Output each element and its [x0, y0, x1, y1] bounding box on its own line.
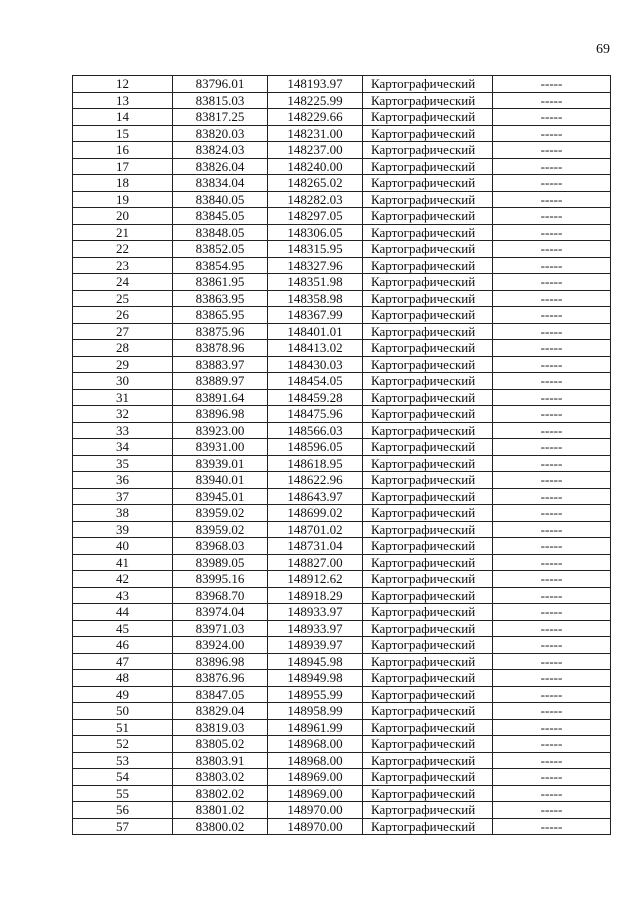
point-number-cell: 57 — [73, 818, 173, 835]
x-coordinate-cell: 83802.02 — [173, 785, 268, 802]
method-cell: Картографический — [363, 686, 493, 703]
method-cell: Картографический — [363, 241, 493, 258]
point-number-cell: 48 — [73, 670, 173, 687]
y-coordinate-cell: 148327.96 — [268, 257, 363, 274]
method-cell: Картографический — [363, 290, 493, 307]
x-coordinate-cell: 83968.70 — [173, 587, 268, 604]
error-cell: ----- — [493, 290, 611, 307]
error-cell: ----- — [493, 653, 611, 670]
x-coordinate-cell: 83805.02 — [173, 736, 268, 753]
table-row — [73, 604, 611, 621]
error-cell: ----- — [493, 125, 611, 142]
table-row — [73, 521, 611, 538]
method-cell: Картографический — [363, 356, 493, 373]
y-coordinate-cell: 148827.00 — [268, 554, 363, 571]
point-number-cell: 50 — [73, 703, 173, 720]
table-row — [73, 769, 611, 786]
x-coordinate-cell: 83854.95 — [173, 257, 268, 274]
y-coordinate-cell: 148945.98 — [268, 653, 363, 670]
y-coordinate-cell: 148970.00 — [268, 818, 363, 835]
point-number-cell: 15 — [73, 125, 173, 142]
method-cell: Картографический — [363, 406, 493, 423]
point-number-cell: 44 — [73, 604, 173, 621]
point-number-cell: 41 — [73, 554, 173, 571]
method-cell: Картографический — [363, 472, 493, 489]
point-number-cell: 13 — [73, 92, 173, 109]
method-cell: Картографический — [363, 340, 493, 357]
method-cell: Картографический — [363, 620, 493, 637]
error-cell: ----- — [493, 142, 611, 159]
point-number-cell: 14 — [73, 109, 173, 126]
table-row — [73, 455, 611, 472]
y-coordinate-cell: 148969.00 — [268, 785, 363, 802]
point-number-cell: 38 — [73, 505, 173, 522]
y-coordinate-cell: 148596.05 — [268, 439, 363, 456]
error-cell: ----- — [493, 802, 611, 819]
error-cell: ----- — [493, 571, 611, 588]
error-cell: ----- — [493, 587, 611, 604]
error-cell: ----- — [493, 340, 611, 357]
x-coordinate-cell: 83796.01 — [173, 76, 268, 93]
method-cell: Картографический — [363, 752, 493, 769]
method-cell: Картографический — [363, 818, 493, 835]
method-cell: Картографический — [363, 719, 493, 736]
point-number-cell: 32 — [73, 406, 173, 423]
table-row — [73, 109, 611, 126]
table-row — [73, 670, 611, 687]
method-cell: Картографический — [363, 92, 493, 109]
method-cell: Картографический — [363, 307, 493, 324]
method-cell: Картографический — [363, 191, 493, 208]
error-cell: ----- — [493, 521, 611, 538]
point-number-cell: 54 — [73, 769, 173, 786]
method-cell: Картографический — [363, 587, 493, 604]
y-coordinate-cell: 148933.97 — [268, 604, 363, 621]
point-number-cell: 45 — [73, 620, 173, 637]
point-number-cell: 53 — [73, 752, 173, 769]
point-number-cell: 18 — [73, 175, 173, 192]
method-cell: Картографический — [363, 323, 493, 340]
error-cell: ----- — [493, 274, 611, 291]
error-cell: ----- — [493, 158, 611, 175]
y-coordinate-cell: 148231.00 — [268, 125, 363, 142]
method-cell: Картографический — [363, 142, 493, 159]
method-cell: Картографический — [363, 703, 493, 720]
method-cell: Картографический — [363, 175, 493, 192]
point-number-cell: 29 — [73, 356, 173, 373]
error-cell: ----- — [493, 769, 611, 786]
method-cell: Картографический — [363, 488, 493, 505]
point-number-cell: 27 — [73, 323, 173, 340]
method-cell: Картографический — [363, 604, 493, 621]
x-coordinate-cell: 83896.98 — [173, 406, 268, 423]
x-coordinate-cell: 83876.96 — [173, 670, 268, 687]
error-cell: ----- — [493, 109, 611, 126]
point-number-cell: 16 — [73, 142, 173, 159]
x-coordinate-cell: 83819.03 — [173, 719, 268, 736]
error-cell: ----- — [493, 488, 611, 505]
error-cell: ----- — [493, 439, 611, 456]
error-cell: ----- — [493, 191, 611, 208]
table-row — [73, 373, 611, 390]
y-coordinate-cell: 148297.05 — [268, 208, 363, 225]
y-coordinate-cell: 148351.98 — [268, 274, 363, 291]
x-coordinate-cell: 83865.95 — [173, 307, 268, 324]
table-row — [73, 587, 611, 604]
coordinates-table — [72, 75, 611, 835]
error-cell: ----- — [493, 637, 611, 654]
x-coordinate-cell: 83945.01 — [173, 488, 268, 505]
table-row — [73, 307, 611, 324]
point-number-cell: 47 — [73, 653, 173, 670]
y-coordinate-cell: 148367.99 — [268, 307, 363, 324]
error-cell: ----- — [493, 307, 611, 324]
error-cell: ----- — [493, 620, 611, 637]
point-number-cell: 25 — [73, 290, 173, 307]
table-row — [73, 686, 611, 703]
method-cell: Картографический — [363, 158, 493, 175]
method-cell: Картографический — [363, 422, 493, 439]
error-cell: ----- — [493, 241, 611, 258]
page-number: 69 — [596, 42, 610, 57]
point-number-cell: 49 — [73, 686, 173, 703]
x-coordinate-cell: 83861.95 — [173, 274, 268, 291]
method-cell: Картографический — [363, 125, 493, 142]
error-cell: ----- — [493, 175, 611, 192]
y-coordinate-cell: 148969.00 — [268, 769, 363, 786]
method-cell: Картографический — [363, 538, 493, 555]
error-cell: ----- — [493, 323, 611, 340]
table-row — [73, 802, 611, 819]
x-coordinate-cell: 83939.01 — [173, 455, 268, 472]
method-cell: Картографический — [363, 76, 493, 93]
table-row — [73, 719, 611, 736]
y-coordinate-cell: 148699.02 — [268, 505, 363, 522]
y-coordinate-cell: 148731.04 — [268, 538, 363, 555]
error-cell: ----- — [493, 604, 611, 621]
error-cell: ----- — [493, 472, 611, 489]
x-coordinate-cell: 83817.25 — [173, 109, 268, 126]
error-cell: ----- — [493, 422, 611, 439]
error-cell: ----- — [493, 406, 611, 423]
y-coordinate-cell: 148955.99 — [268, 686, 363, 703]
method-cell: Картографический — [363, 769, 493, 786]
table-row — [73, 191, 611, 208]
x-coordinate-cell: 83889.97 — [173, 373, 268, 390]
x-coordinate-cell: 83852.05 — [173, 241, 268, 258]
table-row — [73, 356, 611, 373]
error-cell: ----- — [493, 752, 611, 769]
x-coordinate-cell: 83863.95 — [173, 290, 268, 307]
error-cell: ----- — [493, 538, 611, 555]
table-row — [73, 175, 611, 192]
error-cell: ----- — [493, 736, 611, 753]
error-cell: ----- — [493, 670, 611, 687]
x-coordinate-cell: 83840.05 — [173, 191, 268, 208]
y-coordinate-cell: 148939.97 — [268, 637, 363, 654]
method-cell: Картографический — [363, 571, 493, 588]
x-coordinate-cell: 83995.16 — [173, 571, 268, 588]
point-number-cell: 42 — [73, 571, 173, 588]
x-coordinate-cell: 83940.01 — [173, 472, 268, 489]
table-row — [73, 488, 611, 505]
method-cell: Картографический — [363, 389, 493, 406]
table-row — [73, 571, 611, 588]
method-cell: Картографический — [363, 785, 493, 802]
error-cell: ----- — [493, 686, 611, 703]
table-row — [73, 818, 611, 835]
error-cell: ----- — [493, 224, 611, 241]
y-coordinate-cell: 148282.03 — [268, 191, 363, 208]
x-coordinate-cell: 83824.03 — [173, 142, 268, 159]
error-cell: ----- — [493, 703, 611, 720]
table-row — [73, 158, 611, 175]
error-cell: ----- — [493, 818, 611, 835]
table-row — [73, 340, 611, 357]
method-cell: Картографический — [363, 670, 493, 687]
error-cell: ----- — [493, 373, 611, 390]
y-coordinate-cell: 148958.99 — [268, 703, 363, 720]
point-number-cell: 39 — [73, 521, 173, 538]
point-number-cell: 12 — [73, 76, 173, 93]
error-cell: ----- — [493, 356, 611, 373]
x-coordinate-cell: 83968.03 — [173, 538, 268, 555]
error-cell: ----- — [493, 785, 611, 802]
point-number-cell: 46 — [73, 637, 173, 654]
y-coordinate-cell: 148622.96 — [268, 472, 363, 489]
y-coordinate-cell: 148225.99 — [268, 92, 363, 109]
table-row — [73, 637, 611, 654]
point-number-cell: 22 — [73, 241, 173, 258]
y-coordinate-cell: 148237.00 — [268, 142, 363, 159]
x-coordinate-cell: 83896.98 — [173, 653, 268, 670]
table-row — [73, 703, 611, 720]
y-coordinate-cell: 148193.97 — [268, 76, 363, 93]
x-coordinate-cell: 83801.02 — [173, 802, 268, 819]
table-row — [73, 439, 611, 456]
table-row — [73, 274, 611, 291]
method-cell: Картографический — [363, 637, 493, 654]
point-number-cell: 28 — [73, 340, 173, 357]
point-number-cell: 52 — [73, 736, 173, 753]
error-cell: ----- — [493, 455, 611, 472]
x-coordinate-cell: 83834.04 — [173, 175, 268, 192]
x-coordinate-cell: 83803.91 — [173, 752, 268, 769]
x-coordinate-cell: 83875.96 — [173, 323, 268, 340]
x-coordinate-cell: 83923.00 — [173, 422, 268, 439]
x-coordinate-cell: 83959.02 — [173, 521, 268, 538]
point-number-cell: 55 — [73, 785, 173, 802]
y-coordinate-cell: 148970.00 — [268, 802, 363, 819]
table-row — [73, 92, 611, 109]
y-coordinate-cell: 148475.96 — [268, 406, 363, 423]
table-row — [73, 653, 611, 670]
x-coordinate-cell: 83931.00 — [173, 439, 268, 456]
method-cell: Картографический — [363, 109, 493, 126]
x-coordinate-cell: 83826.04 — [173, 158, 268, 175]
y-coordinate-cell: 148413.02 — [268, 340, 363, 357]
method-cell: Картографический — [363, 554, 493, 571]
table-row — [73, 406, 611, 423]
y-coordinate-cell: 148315.95 — [268, 241, 363, 258]
coordinates-table-body — [73, 76, 611, 835]
point-number-cell: 36 — [73, 472, 173, 489]
table-row — [73, 620, 611, 637]
x-coordinate-cell: 83845.05 — [173, 208, 268, 225]
y-coordinate-cell: 148968.00 — [268, 736, 363, 753]
table-row — [73, 389, 611, 406]
y-coordinate-cell: 148618.95 — [268, 455, 363, 472]
method-cell: Картографический — [363, 274, 493, 291]
y-coordinate-cell: 148643.97 — [268, 488, 363, 505]
x-coordinate-cell: 83800.02 — [173, 818, 268, 835]
table-row — [73, 125, 611, 142]
error-cell: ----- — [493, 92, 611, 109]
table-row — [73, 554, 611, 571]
point-number-cell: 34 — [73, 439, 173, 456]
error-cell: ----- — [493, 554, 611, 571]
point-number-cell: 31 — [73, 389, 173, 406]
y-coordinate-cell: 148306.05 — [268, 224, 363, 241]
x-coordinate-cell: 83848.05 — [173, 224, 268, 241]
point-number-cell: 19 — [73, 191, 173, 208]
y-coordinate-cell: 148968.00 — [268, 752, 363, 769]
error-cell: ----- — [493, 719, 611, 736]
table-row — [73, 142, 611, 159]
point-number-cell: 24 — [73, 274, 173, 291]
x-coordinate-cell: 83803.02 — [173, 769, 268, 786]
y-coordinate-cell: 148229.66 — [268, 109, 363, 126]
y-coordinate-cell: 148912.62 — [268, 571, 363, 588]
table-row — [73, 257, 611, 274]
x-coordinate-cell: 83959.02 — [173, 505, 268, 522]
point-number-cell: 40 — [73, 538, 173, 555]
error-cell: ----- — [493, 257, 611, 274]
table-row — [73, 472, 611, 489]
x-coordinate-cell: 83815.03 — [173, 92, 268, 109]
y-coordinate-cell: 148430.03 — [268, 356, 363, 373]
y-coordinate-cell: 148949.98 — [268, 670, 363, 687]
table-row — [73, 505, 611, 522]
y-coordinate-cell: 148566.03 — [268, 422, 363, 439]
x-coordinate-cell: 83974.04 — [173, 604, 268, 621]
table-row — [73, 752, 611, 769]
table-row — [73, 785, 611, 802]
point-number-cell: 21 — [73, 224, 173, 241]
y-coordinate-cell: 148454.05 — [268, 373, 363, 390]
point-number-cell: 43 — [73, 587, 173, 604]
method-cell: Картографический — [363, 521, 493, 538]
table-row — [73, 422, 611, 439]
x-coordinate-cell: 83878.96 — [173, 340, 268, 357]
table-row — [73, 538, 611, 555]
method-cell: Картографический — [363, 257, 493, 274]
method-cell: Картографический — [363, 455, 493, 472]
table-row — [73, 736, 611, 753]
table-row — [73, 208, 611, 225]
method-cell: Картографический — [363, 224, 493, 241]
x-coordinate-cell: 83989.05 — [173, 554, 268, 571]
x-coordinate-cell: 83847.05 — [173, 686, 268, 703]
x-coordinate-cell: 83924.00 — [173, 637, 268, 654]
point-number-cell: 56 — [73, 802, 173, 819]
error-cell: ----- — [493, 505, 611, 522]
y-coordinate-cell: 148401.01 — [268, 323, 363, 340]
y-coordinate-cell: 148933.97 — [268, 620, 363, 637]
point-number-cell: 33 — [73, 422, 173, 439]
x-coordinate-cell: 83883.97 — [173, 356, 268, 373]
x-coordinate-cell: 83891.64 — [173, 389, 268, 406]
method-cell: Картографический — [363, 802, 493, 819]
y-coordinate-cell: 148701.02 — [268, 521, 363, 538]
point-number-cell: 35 — [73, 455, 173, 472]
table-row — [73, 323, 611, 340]
point-number-cell: 23 — [73, 257, 173, 274]
point-number-cell: 30 — [73, 373, 173, 390]
point-number-cell: 17 — [73, 158, 173, 175]
table-row — [73, 76, 611, 93]
point-number-cell: 26 — [73, 307, 173, 324]
method-cell: Картографический — [363, 505, 493, 522]
x-coordinate-cell: 83971.03 — [173, 620, 268, 637]
table-row — [73, 241, 611, 258]
y-coordinate-cell: 148240.00 — [268, 158, 363, 175]
error-cell: ----- — [493, 76, 611, 93]
y-coordinate-cell: 148961.99 — [268, 719, 363, 736]
method-cell: Картографический — [363, 653, 493, 670]
method-cell: Картографический — [363, 373, 493, 390]
x-coordinate-cell: 83820.03 — [173, 125, 268, 142]
point-number-cell: 51 — [73, 719, 173, 736]
error-cell: ----- — [493, 389, 611, 406]
point-number-cell: 37 — [73, 488, 173, 505]
table-row — [73, 290, 611, 307]
y-coordinate-cell: 148459.28 — [268, 389, 363, 406]
method-cell: Картографический — [363, 439, 493, 456]
method-cell: Картографический — [363, 736, 493, 753]
y-coordinate-cell: 148918.29 — [268, 587, 363, 604]
method-cell: Картографический — [363, 208, 493, 225]
table-row — [73, 224, 611, 241]
error-cell: ----- — [493, 208, 611, 225]
x-coordinate-cell: 83829.04 — [173, 703, 268, 720]
point-number-cell: 20 — [73, 208, 173, 225]
y-coordinate-cell: 148265.02 — [268, 175, 363, 192]
y-coordinate-cell: 148358.98 — [268, 290, 363, 307]
